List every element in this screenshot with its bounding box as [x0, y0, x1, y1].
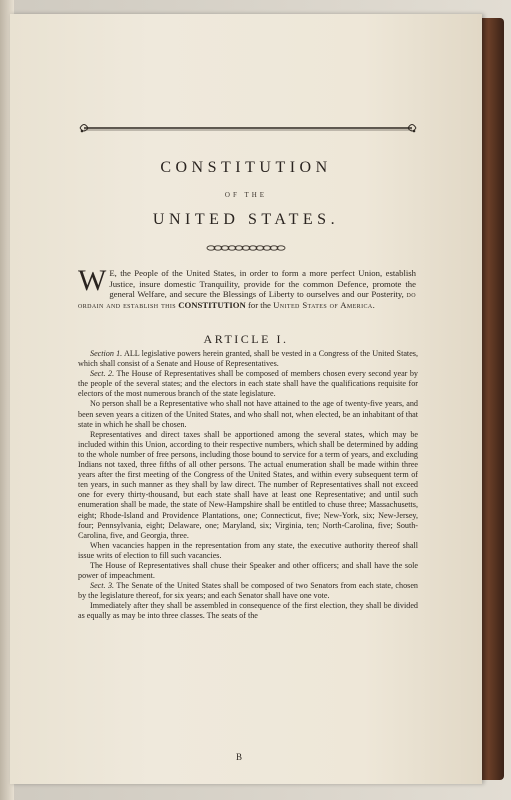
- paragraph-text: Immediately after they shall be assembled in consequence of the first election, they shall be divided as equally as may be into three classes. The seats of the: [78, 601, 418, 621]
- section-label: Section 1.: [90, 349, 123, 358]
- paragraph: [78, 581, 418, 601]
- paragraph-text: The House of Representatives shall be composed of members chosen every second year by the people of the several states; and the electors in each state shall have the qualifications requisite for electors of the most numerous branch of the state legislature.: [78, 369, 418, 399]
- paragraph: [78, 430, 418, 541]
- paragraph-text: When vacancies happen in the representation from any state, the executive authority thereof shall issue writs of election to fill such vacancies.: [78, 540, 418, 560]
- paragraph-text: ALL legislative powers herein granted, shall be vested in a Congress of the United States, which shall consist of a Senate and House of Representatives.: [78, 349, 418, 369]
- document-page: [10, 14, 482, 784]
- title-of-the: OF THE: [224, 191, 268, 199]
- top-rule-ornament: [78, 118, 418, 138]
- document-title-constitution: CONSTITUTION: [160, 159, 332, 176]
- paragraph: [78, 349, 418, 369]
- paragraph: [78, 369, 418, 399]
- preamble-usa: United States of America.: [273, 299, 376, 310]
- article-heading: ARTICLE I.: [203, 332, 289, 346]
- paragraph: [78, 541, 418, 561]
- paragraph-text: The Senate of the United States shall be composed of two Senators from each state, chosen by the legislature thereof, for six years; and each Senator shall have one vote.: [78, 581, 418, 601]
- preamble-constitution: CONSTITUTION: [178, 299, 246, 310]
- chain-ornament: [206, 243, 286, 253]
- preamble-for-the: for the: [245, 299, 274, 310]
- paragraph-text: No person shall be a Representative who shall not have attained to the age of twenty-five years, and been seven years a citizen of the United States, and who shall not, when elected, be an inhabitant of that state in which he shall be chosen.: [78, 399, 418, 429]
- section-label: Sect. 2.: [90, 369, 115, 379]
- paragraph: [78, 561, 418, 581]
- preamble-dropcap: W: [78, 264, 107, 297]
- preamble-text: E, the People of the United States, in order to form a more perfect Union, establish Justice, insure domestic Tranquility, provide for the common Defence, promote the general Welfare, and secure the Blessings of Liberty to ourselves and our Posterity,: [109, 268, 416, 300]
- signature-mark: B: [236, 752, 243, 762]
- paragraph-text: Representatives and direct taxes shall be apportioned among the several states, which may be included within this Union, according to their respective numbers, which shall be determined by adding to the whole number of free persons, including those bound to service for a term of years, and excluding Indians not taxed, three fifths of all other persons. The actual enumeration shall be made within three years after the first meeting of the Congress of the United States, and within every subsequent term of ten years, in such manner as they shall by law direct. The number of Representatives shall not exceed one for every thirty-thousand, but each state shall have at least one Representative; and until such enumeration shall be made, the state of New-Hampshire shall be entitled to chuse three; Massachusetts, eight; Rhode-Island and Providence Plantations, one; Connecticut, five; New-York, six; New-Jersey, four; Pennsylvania, eight; Delaware, one; Maryland, six; Virginia, ten; North-Carolina, five; South-Carolina, five, and Georgia, three.: [78, 429, 418, 540]
- preamble: [78, 264, 416, 310]
- section-label: Sect. 3.: [90, 581, 115, 591]
- paragraph-text: The House of Representatives shall chuse their Speaker and other officers; and shall have the sole power of impeachment.: [78, 560, 418, 581]
- article-body: [78, 349, 418, 622]
- preamble-ordain: do ordain and establish this: [78, 289, 416, 310]
- document-title-united-states: UNITED STATES.: [152, 211, 340, 228]
- paragraph: [78, 399, 418, 429]
- paragraph: [78, 601, 418, 621]
